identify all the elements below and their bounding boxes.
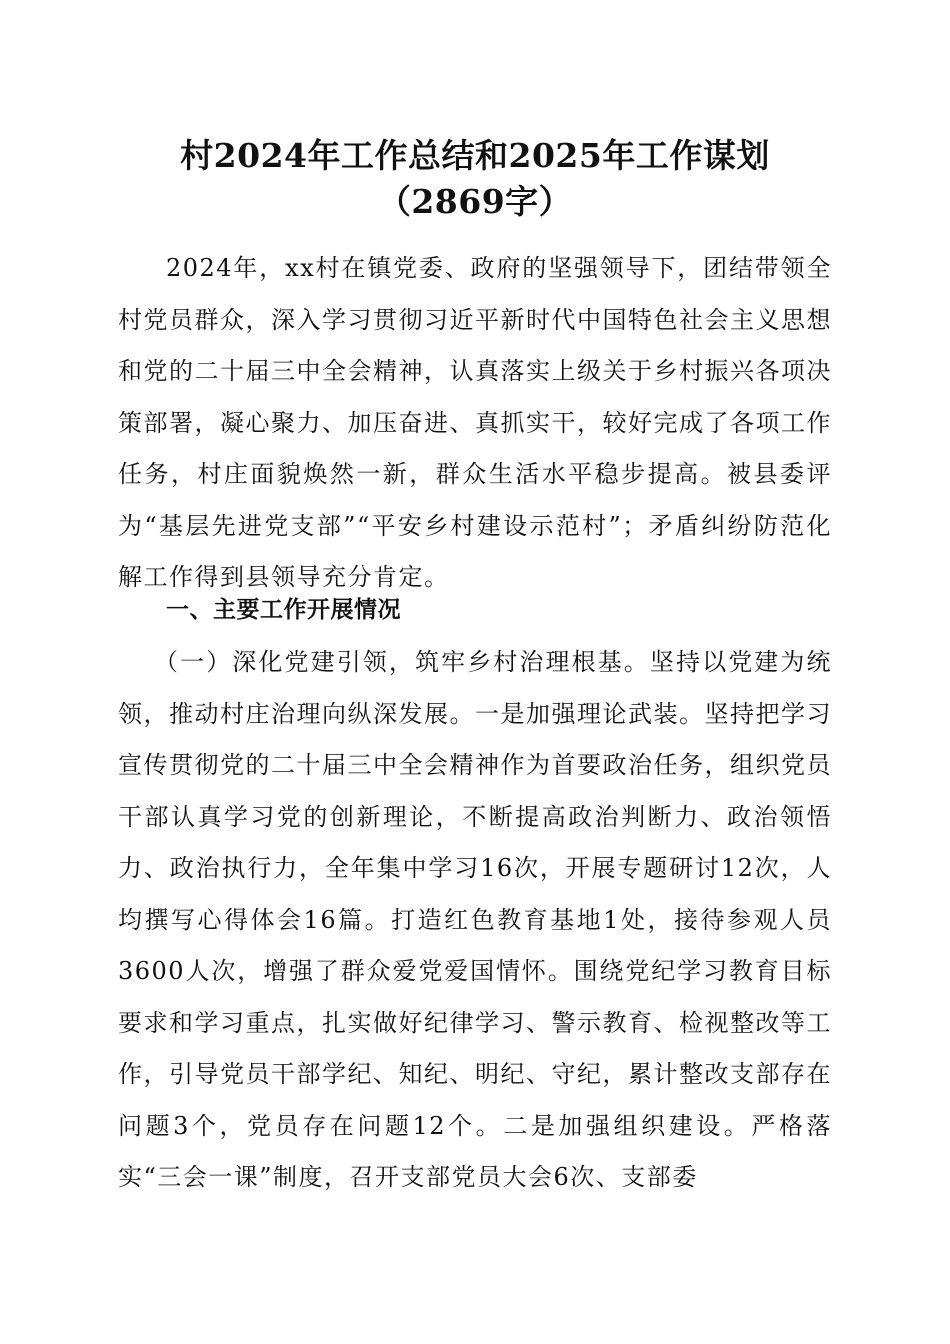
section-paragraph: （一）深化党建引领，筑牢乡村治理根基。坚持以党建为统领，推动村庄治理向纵深发展。一是加强理论武装。坚持把学习宣传贯彻党的二十届三中全会精神作为首要政治任务，组织党员干部认真学习党的创新理论，不断提高政治判断力、政治领悟力、政治执行力，全年集中学习16次，开展专题研讨12次，人均撰写心得体会16篇。打造红色教育基地1处，接待参观人员3600人次，增强了群众爱党爱国情怀。围绕党纪学习教育目标要求和学习重点，扎实做好纪律学习、警示教育、检视整改等工作，引导党员干部学纪、知纪、明纪、守纪，累计整改支部存在问题3个，党员存在问题12个。二是加强组织建设。严格落实“三会一课”制度，召开支部党员大会6次、支部委 — [118, 648, 832, 1191]
section-heading: 一、主要工作开展情况 — [166, 597, 401, 623]
intro-paragraph: 2024年，xx村在镇党委、政府的坚强领导下，团结带领全村党员群众，深入学习贯彻习近平新时代中国特色社会主义思想和党的二十届三中全会精神，认真落实上级关于乡村振兴各项决策部署，凝心聚力、加压奋进、真抓实干，较好完成了各项工作任务，村庄面貌焕然一新，群众生活水平稳步提高。被县委评为“基层先进党支部”“平安乡村建设示范村”；矛盾纠纷防范化解工作得到县领导充分肯定。 — [118, 254, 832, 591]
document-title: 村2024年工作总结和2025年工作谋划（2869字） — [180, 136, 770, 221]
